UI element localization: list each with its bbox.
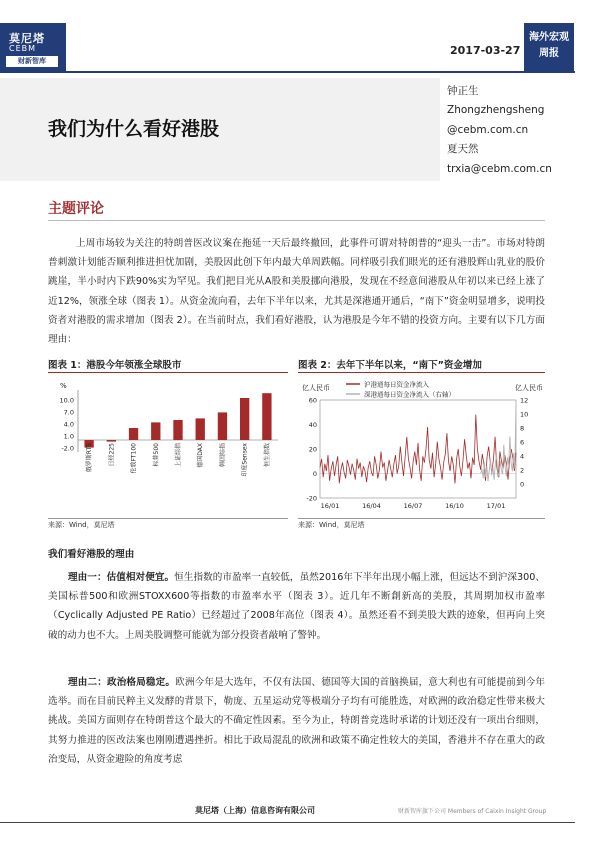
figure2-bottom-rule <box>298 518 545 519</box>
chart1-bar <box>129 428 138 440</box>
chart2-ytick-right: 12 <box>520 396 529 405</box>
reason2-text: 欧洲今年是大选年，不仅有法国、德国等大国的首脑换届，意大利也有可能提前到今年选举。而在目前民粹主义发酵的背景下，勒庞、五星运动党等极端分子均有可能胜选，对欧洲的政治稳定性带来极大挑战。美国方面则存在特朗普这个最大的不确定性因素。至今为止，特朗普竞选时承诺的计划还没有一项出台细则，其努力推进的医改法案也刚刚遭遇挫折。相比于政局混乱的欧洲和政策不确定性较大的美国，香港并不存在重大的政治变局，从资金避险的角度考虑 <box>48 677 546 765</box>
paragraph-reason2 <box>48 673 545 769</box>
author-name-2: 夏天然 <box>447 143 479 156</box>
header-rule <box>0 71 575 73</box>
chart1-xtick-label: 上证综指 <box>175 443 182 468</box>
chart2-ytick-left: 60 <box>308 396 317 405</box>
chart2-ytick-right: 4 <box>520 452 525 461</box>
chart2-ytick-right: 10 <box>520 410 529 419</box>
reason1-text: 恒生指数的市盈率一直较低，虽然2016年下半年出现小幅上涨，但远达不到沪深300、美国标普500和欧洲STOXX600等指数的市盈率水平（图表 3）。近几年不断創新高的美股，其周期加权市盈率（Cyclically Adjusted PE Ratio）已经超过了2008年高位（图表 4）。虽然还看不到美股大跌的迹象，但再向上突破的动力也不大。上周美股调整可能就为部分投资者敲响了警钟。 <box>48 572 545 641</box>
section-title: 主题评论 <box>48 201 104 217</box>
line-chart-southbound-flow <box>298 376 545 516</box>
chart1-ylabel: % <box>60 382 67 390</box>
report-type-line1: 海外宏观 <box>529 32 569 43</box>
footer-company: 莫尼塔（上海）信息咨询有限公司 <box>195 806 315 815</box>
chart2-xtick: 16/07 <box>403 502 423 510</box>
figure2-title: 图表 2：去年下半年以来，“南下”资金增加 <box>298 360 482 371</box>
chart1-bar <box>107 440 116 442</box>
chart1-bar <box>262 393 271 440</box>
chart2-series-shengangtong <box>481 404 516 482</box>
chart1-bar <box>173 420 182 440</box>
report-type-badge <box>524 23 574 71</box>
chart2-ytick-left: 40 <box>308 421 317 429</box>
chart2-ytick-right: 0 <box>520 480 525 489</box>
chart1-ytick: 4.0 <box>63 420 74 429</box>
chart1-xtick-label: 韩国综指 <box>219 443 227 468</box>
reason1-lead: 理由一：估值相对便宜。 <box>68 572 175 583</box>
chart1-xtick-label: 印度Sensex <box>241 443 249 477</box>
chart2-ytick-left: 20 <box>308 445 317 454</box>
paragraph-reason1 <box>48 568 545 645</box>
chart2-ytick-right: 2 <box>520 466 525 475</box>
chart2-series-hugutong <box>320 415 516 484</box>
logo-en: CEBM <box>9 44 37 53</box>
chart1-bar <box>218 412 227 440</box>
subhead-reasons: 我们看好港股的理由 <box>48 549 135 560</box>
bar-chart-global-indices <box>48 376 288 516</box>
figure1-bottom-rule <box>48 518 288 519</box>
chart1-bar <box>151 422 160 440</box>
chart2-xtick: 16/01 <box>320 502 340 510</box>
chart2-ytick-left: -20 <box>306 494 317 503</box>
chart1-ytick: -2.0 <box>61 444 74 453</box>
author-email-2[interactable]: trxia@cebm.com.cn <box>447 162 552 175</box>
section-rule <box>48 220 545 221</box>
author-list <box>447 82 552 179</box>
chart2-ytick-right: 8 <box>520 424 525 433</box>
chart1-xtick-label: 德国DAX <box>197 443 205 468</box>
chart2-xtick: 16/10 <box>445 502 464 510</box>
chart1-bar <box>196 418 205 440</box>
author-email-1[interactable]: @cebm.com.cn <box>447 123 529 136</box>
chart2-ytick-left: 0 <box>312 470 317 478</box>
figure1-rule <box>48 372 288 373</box>
logo-cn: 莫尼塔 <box>9 32 45 45</box>
chart1-ytick: 1.0 <box>63 432 74 441</box>
chart2-xtick: 17/01 <box>486 502 506 510</box>
chart1-xtick-label: 恒生指数 <box>263 443 271 468</box>
chart1-xtick-label: 俄罗斯RTS <box>86 443 94 473</box>
reason2-lead: 理由二：政治格局稳定。 <box>68 677 176 688</box>
footer-rule <box>0 822 575 823</box>
page-title: 我们为什么看好港股 <box>48 118 220 140</box>
page-header <box>0 23 595 71</box>
paragraph-intro: 上周市场较为关注的特朗普医改议案在拖延一天后最终撤回，此事件可谓对特朗普的“迎头一击”。市场对特朗普刺激计划能否顺利推进担忧加剧，美股因此创下年内最大单周跌幅。同样吸引我们眼光的还有港股辉山乳业的股价跳崖，半小时内下跌90%实为罕见。我们把目光从A股和美股挪向港股，发现在不经意间港股从年初以来已经上涨了近12%，领涨全球（图表 1）。从资金流向看，去年下半年以来，尤其是深港通开通后，“南下”资金明显增多，说明投资者对港股的需求增加（图表 2）。在当前时点，我们看好港股，认为港股是今年不错的投资方向。主要有以下几方面理由： <box>48 238 545 346</box>
chart2-xtick: 16/04 <box>362 502 381 510</box>
chart1-xtick-label: 标普500 <box>152 443 160 467</box>
chart2-ylabel-right: 亿人民币 <box>515 384 543 392</box>
chart2-legend-label-2: 深港通每日资金净流入（右轴） <box>364 390 455 399</box>
figure2-source: 来源：Wind，莫尼塔 <box>298 521 365 529</box>
figure1-title: 图表 1：港股今年领涨全球股市 <box>48 360 182 371</box>
cebm-logo <box>0 23 66 71</box>
chart2-ytick-right: 6 <box>520 438 525 447</box>
chart2-ylabel-left: 亿人民币 <box>302 384 330 392</box>
author-name-1: 钟正生 <box>447 85 479 97</box>
report-date: 2017-03-27 <box>450 44 521 57</box>
report-type-line2: 周报 <box>539 48 559 59</box>
footer-group: 财新智库旗下公司 Members of Caixin Insight Group <box>398 808 547 815</box>
chart1-ytick: 10.0 <box>59 396 74 405</box>
figure2-rule <box>298 372 545 373</box>
figure1-source: 来源：Wind，莫尼塔 <box>48 521 115 529</box>
chart1-xtick-label: 日经225 <box>108 443 116 467</box>
author-pinyin-1: Zhongzhengsheng <box>447 104 545 117</box>
chart1-ytick: 7.0 <box>63 408 74 417</box>
title-bar <box>0 78 440 181</box>
chart1-bar <box>240 398 249 440</box>
chart2-legend-label-1: 沪港通每日资金净流入 <box>364 380 429 389</box>
logo-sub: 财新智库 <box>6 56 58 67</box>
chart1-xtick-label: 伦敦FT100 <box>130 443 138 474</box>
